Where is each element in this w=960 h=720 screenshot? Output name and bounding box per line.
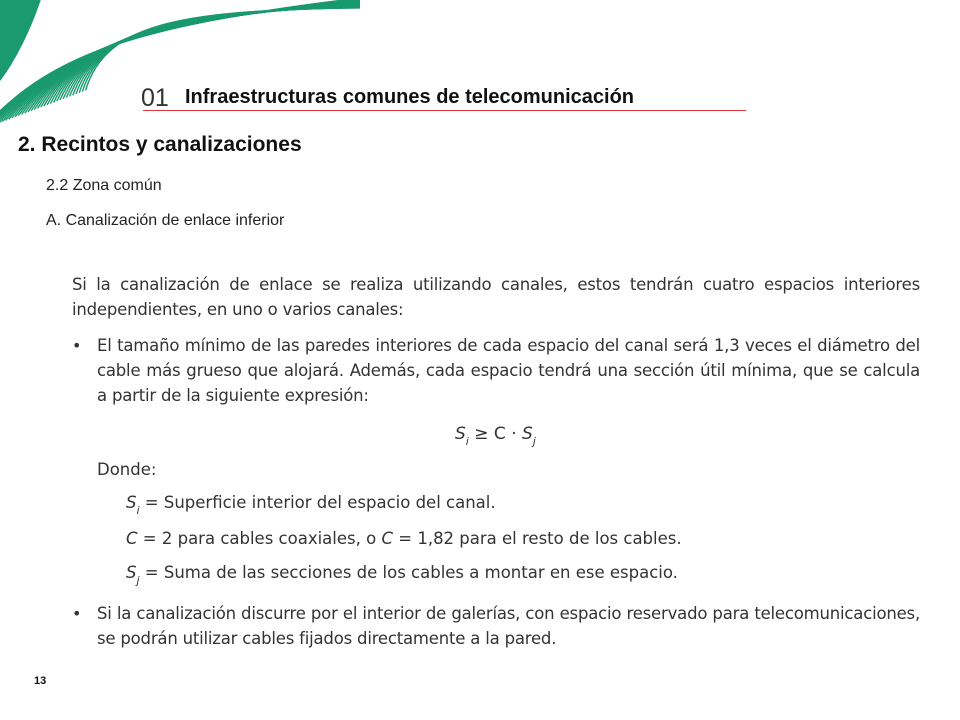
definition-text: = 1,82 para el resto de los cables. (398, 529, 682, 548)
chapter-divider (143, 110, 746, 111)
bullet-text: El tamaño mínimo de las paredes interiores de cada espacio del canal será 1,3 veces el diámetro del cable más grueso que alojará. Además, cada espacio tendrá una sección útil mínima, que se calcula a partir de la siguiente expresión: (97, 336, 920, 405)
definition-symbol: S (126, 563, 137, 582)
formula-lhs: S (455, 424, 466, 444)
subsection-title: 2.2 Zona común (46, 177, 162, 194)
bullet-item (72, 333, 920, 408)
wave-line (86, 8, 360, 91)
intro-paragraph: Si la canalización de enlace se realiza utilizando canales, estos tendrán cuatro espacios interiores independientes, en uno o varios canales: (72, 275, 920, 319)
chapter-number: 01 (141, 84, 169, 112)
definition-subscript: i (136, 504, 140, 517)
definition-subscript: j (136, 574, 140, 587)
chapter-title: Infraestructuras comunes de telecomunicación (185, 86, 635, 108)
bullet-text: Si la canalización discurre por el interior de galerías, con espacio reservado para telecomunicaciones, se podrán utilizar cables fijados directamente a la pared. (97, 604, 920, 648)
definition-item (126, 529, 682, 548)
formula-operator: ≥ C · (474, 424, 517, 444)
definition-text: = 2 para cables coaxiales, o (142, 529, 377, 548)
definition-symbol: C (126, 529, 138, 548)
wave-line (82, 8, 360, 92)
bullet-icon: • (72, 336, 82, 355)
definition-item (126, 563, 678, 587)
bullet-icon: • (72, 604, 82, 623)
wave-fill (0, 0, 40, 80)
definition-text: = Suma de las secciones de los cables a montar en ese espacio. (144, 563, 678, 582)
section-title: 2. Recintos y canalizaciones (18, 133, 302, 156)
formula-lhs-sub: i (465, 435, 469, 448)
donde-label: Donde: (97, 460, 157, 479)
definition-symbol: S (126, 493, 137, 512)
definition-text: = Superficie interior del espacio del canal. (144, 493, 496, 512)
bullet-item (72, 601, 920, 651)
wave-line (79, 7, 360, 93)
formula (455, 424, 536, 448)
formula-rhs-sub: j (532, 435, 536, 448)
subsubsection-title: A. Canalización de enlace inferior (46, 212, 285, 229)
definition-item (126, 493, 496, 517)
page-number: 13 (34, 675, 47, 687)
formula-rhs: S (522, 424, 533, 444)
definition-symbol: C (381, 529, 393, 548)
